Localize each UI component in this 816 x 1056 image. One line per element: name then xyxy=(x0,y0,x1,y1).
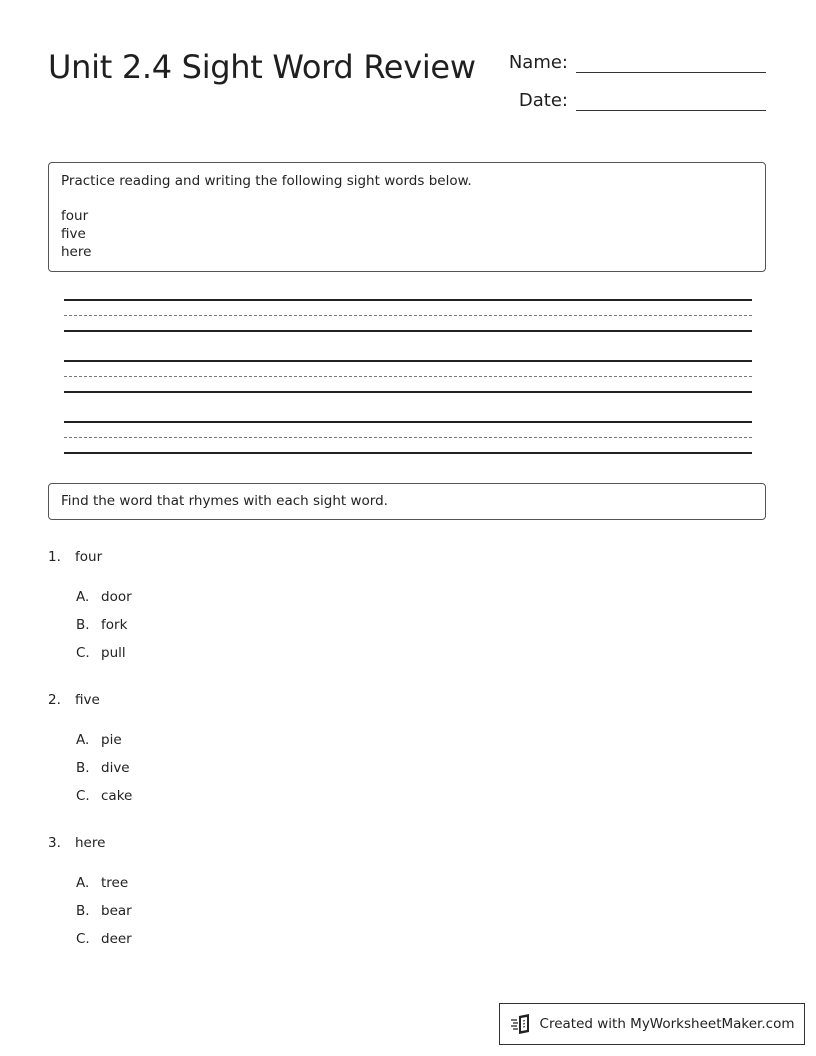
option-text: tree xyxy=(101,875,129,891)
option-letter: A. xyxy=(76,732,90,748)
option-letter: C. xyxy=(76,788,90,804)
sight-word: four xyxy=(61,208,89,224)
option-letter: A. xyxy=(76,589,90,605)
option-text: deer xyxy=(101,931,132,947)
sight-word-list xyxy=(61,207,753,261)
writing-mid-line xyxy=(64,315,752,316)
question-word: here xyxy=(75,835,106,851)
practice-instruction: Practice reading and writing the following sight words below. xyxy=(61,173,472,189)
option-letter: B. xyxy=(76,903,90,919)
writing-top-line xyxy=(64,421,752,423)
option-text: pie xyxy=(101,732,122,748)
writing-mid-line xyxy=(64,437,752,438)
page-title: Unit 2.4 Sight Word Review xyxy=(48,48,476,86)
writing-base-line xyxy=(64,391,752,393)
date-field xyxy=(506,90,766,111)
option-letter: B. xyxy=(76,760,90,776)
question-word: five xyxy=(75,692,100,708)
date-line[interactable] xyxy=(576,90,766,111)
footer-credit[interactable] xyxy=(499,1003,805,1045)
option-text: bear xyxy=(101,903,132,919)
option-letter: B. xyxy=(76,617,90,633)
writing-top-line xyxy=(64,299,752,301)
practice-box xyxy=(48,162,766,272)
option-text: cake xyxy=(101,788,133,804)
option-text: pull xyxy=(101,645,126,661)
rhyme-instruction-box xyxy=(48,483,766,520)
question-number: 1. xyxy=(48,549,61,565)
date-label: Date: xyxy=(518,90,568,111)
writing-top-line xyxy=(64,360,752,362)
option-text: fork xyxy=(101,617,128,633)
writing-base-line xyxy=(64,452,752,454)
book-logo-icon xyxy=(510,1013,534,1035)
writing-practice-area[interactable] xyxy=(64,299,752,459)
writing-base-line xyxy=(64,330,752,332)
option-text: dive xyxy=(101,760,130,776)
option-letter: C. xyxy=(76,931,90,947)
footer-text: Created with MyWorksheetMaker.com xyxy=(539,1016,795,1032)
question-number: 3. xyxy=(48,835,61,851)
option-text: door xyxy=(101,589,132,605)
rhyme-instruction: Find the word that rhymes with each sight word. xyxy=(61,493,388,509)
writing-mid-line xyxy=(64,376,752,377)
name-line[interactable] xyxy=(576,52,766,73)
name-field xyxy=(506,52,766,73)
option-letter: C. xyxy=(76,645,90,661)
sight-word: five xyxy=(61,226,86,242)
question-word: four xyxy=(75,549,103,565)
question-number: 2. xyxy=(48,692,61,708)
option-letter: A. xyxy=(76,875,90,891)
sight-word: here xyxy=(61,244,92,260)
name-label: Name: xyxy=(508,52,568,73)
